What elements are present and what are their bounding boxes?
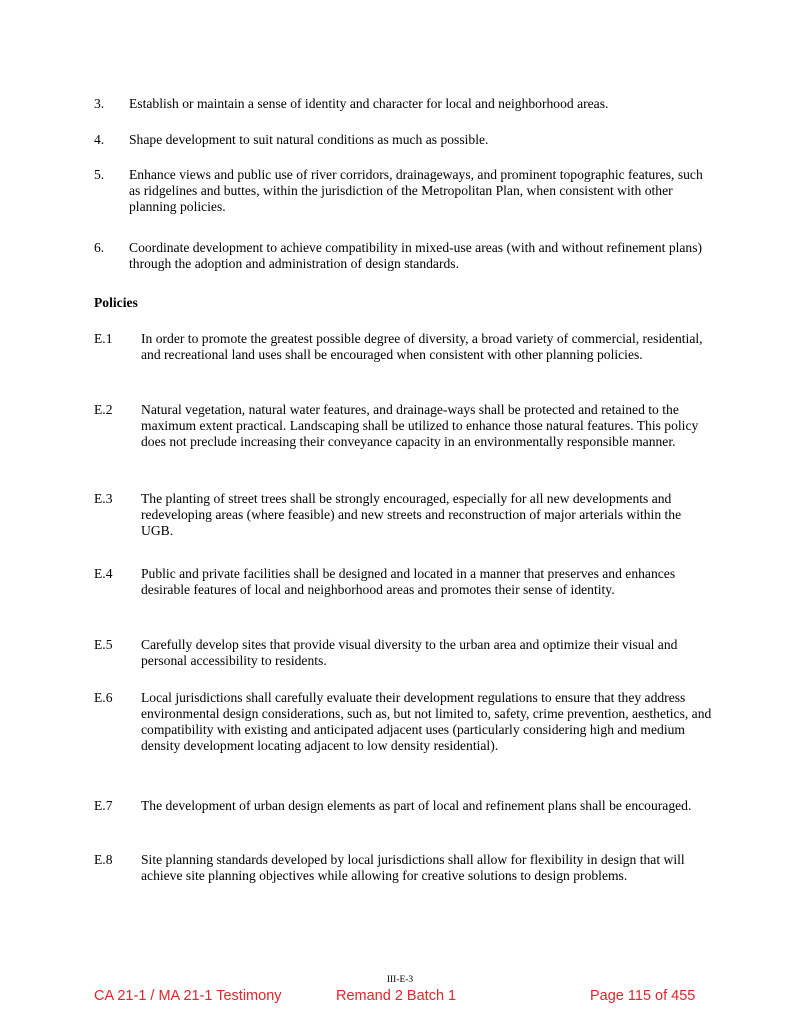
goal-number: 3.: [94, 96, 105, 111]
policy-text: Local jurisdictions shall carefully evaluate their development regulations to ensure that they address environmental design considerations, such as, but not limited to, safety, crime prevention, aesthetics, and compatibility with existing and anticipated adjacent uses (particularly considering high and medium density development locating adjacent to low density residential).: [141, 690, 712, 753]
policy-text: Natural vegetation, natural water features, and drainage-ways shall be protected and retained to the maximum extent practical. Landscaping shall be utilized to enhance those natural features. This policy does not preclude increasing their conveyance capacity in an environmentally responsible manner.: [141, 402, 699, 449]
footer-right: Page 115 of 455: [590, 988, 696, 1004]
page-number: III-E-3: [386, 975, 414, 985]
policy-number: E.7: [94, 798, 113, 813]
policy-text: In order to promote the greatest possible degree of diversity, a broad variety of commercial, residential, and recreational land uses shall be encouraged when consistent with other planning policies.: [141, 331, 703, 362]
goal-number: 6.: [94, 240, 105, 255]
goal-text: Establish or maintain a sense of identity and character for local and neighborhood areas.: [129, 96, 609, 111]
policy-number: E.8: [94, 852, 113, 867]
footer-left: CA 21-1 / MA 21-1 Testimony: [94, 988, 282, 1004]
goal-number: 4.: [94, 132, 105, 147]
policy-number: E.2: [94, 402, 113, 417]
goal-text: Coordinate development to achieve compatibility in mixed-use areas (with and without refinement plans) through the adoption and administration of design standards.: [129, 240, 703, 271]
policy-number: E.6: [94, 690, 113, 705]
policy-number: E.1: [94, 331, 113, 346]
footer-center: Remand 2 Batch 1: [336, 988, 457, 1004]
goal-number: 5.: [94, 167, 105, 182]
policy-text: Public and private facilities shall be designed and located in a manner that preserves and enhances desirable features of local and neighborhood areas and promotes their sense of identity.: [141, 566, 676, 597]
policy-text: Carefully develop sites that provide visual diversity to the urban area and optimize their visual and personal accessibility to residents.: [141, 637, 678, 668]
policy-text: The development of urban design elements as part of local and refinement plans shall be encouraged.: [141, 798, 692, 813]
policy-text: The planting of street trees shall be strongly encouraged, especially for all new developments and redeveloping areas (where feasible) and new streets and reconstruction of major arterials within the UGB.: [141, 491, 682, 538]
goal-text: Shape development to suit natural conditions as much as possible.: [129, 132, 489, 147]
goal-text: Enhance views and public use of river corridors, drainageways, and prominent topographic features, such as ridgelines and buttes, within the jurisdiction of the Metropolitan Plan, when consistent with other planning policies.: [129, 167, 703, 214]
policy-number: E.3: [94, 491, 113, 506]
policy-number: E.4: [94, 566, 113, 581]
policy-number: E.5: [94, 637, 113, 652]
policies-heading: Policies: [94, 295, 138, 310]
policy-text: Site planning standards developed by local jurisdictions shall allow for flexibility in design that will achieve site planning objectives while allowing for creative solutions to design problems.: [141, 852, 685, 883]
